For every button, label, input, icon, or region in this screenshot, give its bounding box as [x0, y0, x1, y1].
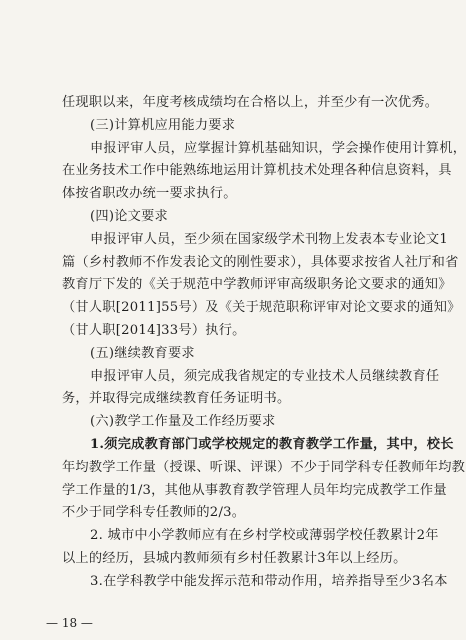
body-line: 在业务技术工作中能熟练地运用计算机技术处理各种信息资料，具: [62, 163, 452, 179]
body-line: （甘人职[2011]55号）及《关于规范职称评审对论文要求的通知》: [62, 300, 461, 316]
body-line: 体按省职改办统一要求执行。: [62, 186, 237, 202]
document-body: [62, 92, 466, 594]
body-line: 申报评审人员，应掌握计算机基础知识，学会操作使用计算机，: [90, 140, 466, 156]
body-line: 任现职以来，年度考核成绩均在合格以上，并至少有一次优秀。: [62, 95, 439, 110]
section-heading-computer: (三)计算机应用能力要求: [90, 117, 236, 133]
body-line: 1.须完成教育部门或学校规定的教育教学工作量，其中，校长: [90, 436, 454, 452]
body-line: 申报评审人员，须完成我省规定的专业技术人员继续教育任: [90, 368, 440, 384]
body-line: 教育厅下发的《关于规范中学教师评审高级职务论文要求的通知》: [62, 277, 452, 293]
body-line: 务，并取得完成继续教育任务证明书。: [62, 391, 291, 407]
body-line: 2. 城市中小学教师应有在乡村学校或薄弱学校任教累计2年: [90, 528, 439, 544]
body-line: 不少于同学科专任教师的2/3。: [62, 505, 246, 521]
body-line: （甘人职[2014]33号）执行。: [62, 322, 246, 338]
body-line: 学工作量的1/3，其他从事教育教学管理人员年均完成教学工作量: [62, 482, 447, 498]
section-heading-workload: (六)教学工作量及工作经历要求: [90, 414, 276, 430]
body-line: 篇（乡村教师不作发表论文的刚性要求），具体要求按省人社厅和省: [62, 254, 459, 270]
body-line: 以上的经历，县城内教师须有乡村任教累计3年以上经历。: [62, 550, 407, 566]
body-line: 申报评审人员，至少须在国家级学术刊物上发表本专业论文1: [90, 231, 449, 247]
page-number: — 18 —: [46, 616, 93, 630]
body-line: 年均教学工作量（授课、听课、评课）不少于同学科专任教师年均教: [62, 459, 466, 475]
section-heading-continuing-education: (五)继续教育要求: [90, 345, 195, 361]
section-heading-paper: (四)论文要求: [90, 208, 168, 224]
body-line: 3.在学科教学中能发挥示范和带动作用，培养指导至少3名本: [90, 573, 448, 589]
